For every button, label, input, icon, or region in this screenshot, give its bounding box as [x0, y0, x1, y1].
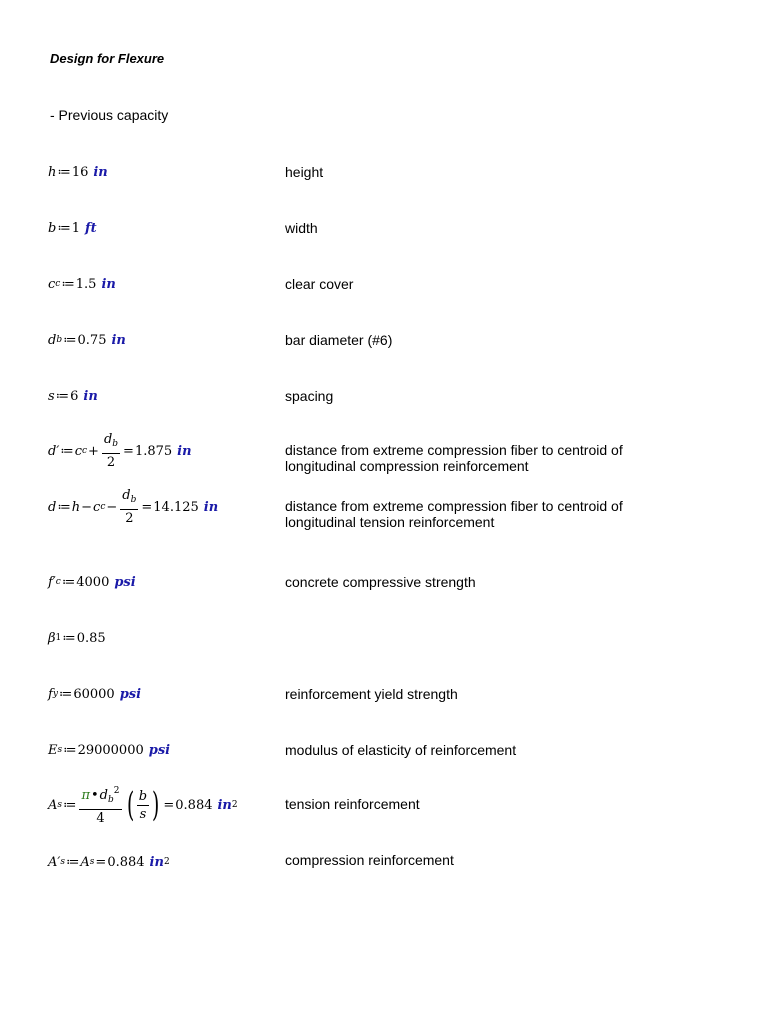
fraction-area: $\frac{\pi•d_b^2}{4}$	[81, 786, 120, 826]
equation-clear-cover: c c ≔ 1.5 in	[48, 276, 116, 292]
equation-d: d ≔ h − c c − $\frac{d_b}{2}$ = 14.125 in	[48, 488, 219, 526]
description-clear-cover: clear cover	[285, 276, 354, 292]
equation-yield-strength: f y ≔ 60000 psi	[48, 686, 142, 702]
equation-width: b ≔ 1 ft	[48, 220, 97, 236]
equation-bar-diameter: d b ≔ 0.75 in	[48, 332, 126, 348]
fraction-db-over-2: $\frac{d_b}{2}$	[103, 432, 119, 470]
description-d: distance from extreme compression fiber to centroid of longitudinal tension reinforcement	[285, 498, 623, 530]
description-d-prime: distance from extreme compression fiber to centroid of longitudinal compression reinforcement	[285, 442, 623, 474]
description-concrete-strength: concrete compressive strength	[285, 574, 476, 590]
equation-tension-reinforcement: A s ≔ $\frac{\pi•d_b^2}{4}$ ( $\frac{b}{s}$ ) = 0.884 in 2	[48, 785, 238, 826]
subsection-heading: - Previous capacity	[50, 107, 169, 123]
equation-d-prime: d′ ≔ c c + $\frac{d_b}{2}$ = 1.875 in	[48, 432, 192, 470]
equation-concrete-strength: f′ c ≔ 4000 psi	[48, 574, 136, 590]
description-compression-reinforcement: compression reinforcement	[285, 852, 454, 868]
equation-modulus: E s ≔ 29000000 psi	[48, 742, 171, 758]
description-tension-reinforcement: tension reinforcement	[285, 796, 420, 812]
equation-spacing: s ≔ 6 in	[48, 388, 98, 404]
equation-height: h ≔ 16 in	[48, 164, 108, 180]
description-modulus: modulus of elasticity of reinforcement	[285, 742, 517, 758]
description-yield-strength: reinforcement yield strength	[285, 686, 458, 702]
description-bar-diameter: bar diameter (#6)	[285, 332, 393, 348]
description-width: width	[285, 220, 318, 236]
equation-beta1: β 1 ≔ 0.85	[48, 630, 106, 646]
section-heading: Design for Flexure	[50, 51, 165, 66]
description-height: height	[285, 164, 324, 180]
equation-compression-reinforcement: A′ s ≔ A s = 0.884 in 2	[48, 854, 170, 870]
fraction-db-over-2: $\frac{d_b}{2}$	[122, 488, 137, 526]
description-spacing: spacing	[285, 388, 334, 404]
fraction-b-over-s: $\frac{b}{s}$	[138, 788, 148, 822]
